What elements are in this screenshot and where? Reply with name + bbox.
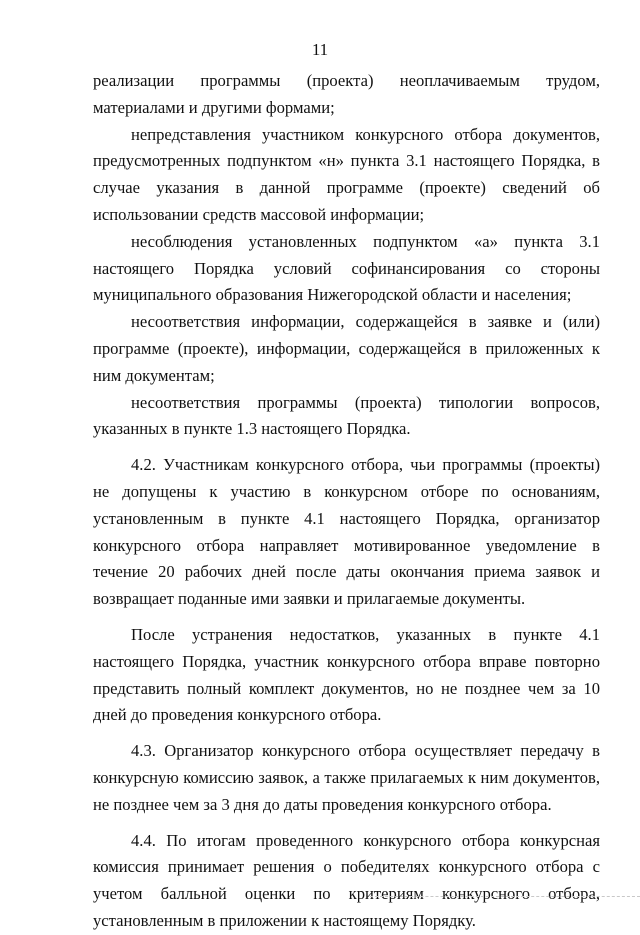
paragraph-section-4-3: 4.3. Организатор конкурсного отбора осуществляет передачу в конкурсную комиссию заявок, а также прилагаемых к ним документов, не позднее чем за 3 дня до даты проведения конкурсного отбора.	[93, 741, 600, 814]
paragraph-clause-cofinancing: несоблюдения установленных подпунктом «а» пункта 3.1 настоящего Порядка условий софинансирования со стороны муниципального образования Нижегородской области и населения;	[93, 231, 600, 305]
document-body	[93, 68, 600, 935]
paragraph-clause-documents: непредставления участником конкурсного отбора документов, предусмотренных подпунктом «н» пункта 3.1 настоящего Порядка, в случае указания в данной программе (проекте) сведений об использовании средств массовой информации;	[93, 124, 600, 224]
paragraph-clause-typology: несоответствия программы (проекта) типологии вопросов, указанных в пункте 1.3 настоящего Порядка.	[93, 392, 600, 439]
paragraph-continuation: реализации программы (проекта) неоплачиваемым трудом, материалами и другими формами;	[93, 71, 600, 117]
page-number: 11	[311, 40, 329, 59]
paragraph-resubmission: После устранения недостатков, указанных в пункте 4.1 настоящего Порядка, участник конкурсного отбора вправе повторно представить полный комплект документов, но не позднее чем за 10 дней до проведения конкурсного отбора.	[93, 624, 600, 725]
paragraph-section-4-4: 4.4. По итогам проведенного конкурсного отбора конкурсная комиссия принимает решения о победителях конкурсного отбора с учетом балльной оценки по критериям конкурсного отбора, установленным в приложении к настоящему Порядку.	[93, 830, 600, 930]
paragraph-section-4-2: 4.2. Участникам конкурсного отбора, чьи программы (проекты) не допущены к участию в конкурсном отборе по основаниям, установленным в пункте 4.1 настоящего Порядка, организатор конкурсного отбора направляет мотивированное уведомление в течение 20 рабочих дней после даты окончания приема заявок и возвращает поданные ими заявки и прилагаемые документы.	[93, 455, 600, 609]
scan-edge-line	[370, 896, 640, 897]
paragraph-clause-information: несоответствия информации, содержащейся в заявке и (или) программе (проекте), информации, содержащейся в приложенных к ним документам;	[93, 312, 600, 385]
